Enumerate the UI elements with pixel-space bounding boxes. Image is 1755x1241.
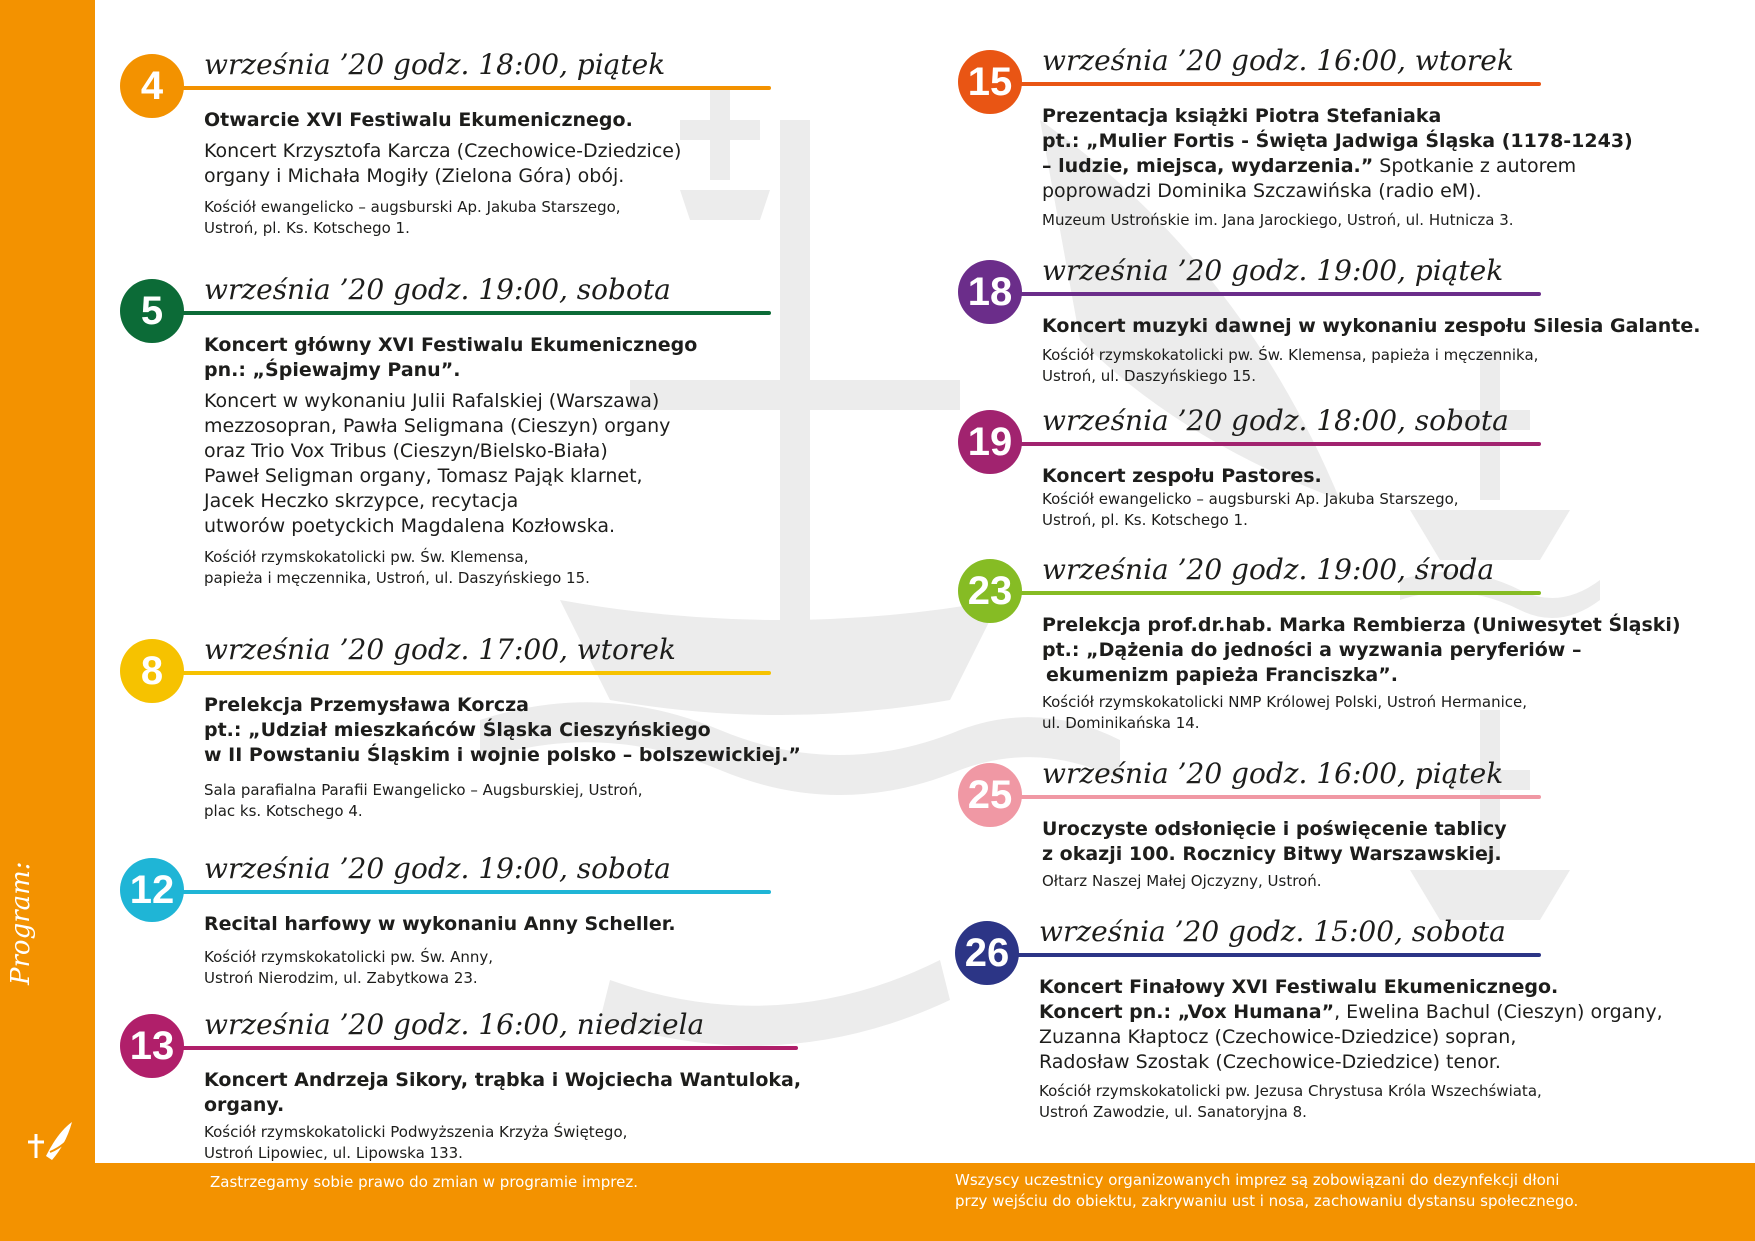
event-underline	[1014, 292, 1541, 296]
event-description-line	[1039, 1000, 1715, 1025]
sidebar-bar	[0, 0, 95, 1241]
event-location-line: Kościół rzymskokatolicki pw. Jezusa Chrystusa Króla Wszechświata,	[1039, 1082, 1542, 1100]
event-description-line	[1042, 154, 1718, 179]
event-description-line: Jacek Heczko skrzypce, recytacja	[204, 490, 519, 512]
event-description	[204, 139, 880, 189]
event-underline	[1014, 82, 1541, 86]
event-underline	[1014, 795, 1541, 799]
event-underline	[176, 86, 771, 90]
event-title	[204, 693, 880, 768]
festival-logo-icon	[18, 1112, 78, 1172]
event-25	[958, 757, 1718, 892]
event-title	[1042, 613, 1718, 688]
event-location	[1042, 210, 1718, 231]
event-description-line: Koncert Krzysztofa Karcza (Czechowice-Dziedzice)	[204, 140, 682, 162]
event-location-line: ul. Dominikańska 14.	[1042, 714, 1200, 732]
event-date: września ’20 godz. 18:00, sobota	[1042, 404, 1509, 437]
event-day-badge: 18	[958, 260, 1022, 324]
event-description	[204, 389, 880, 539]
event-location-line: Kościół rzymskokatolicki pw. Św. Anny,	[204, 948, 494, 966]
event-date: września ’20 godz. 19:00, środa	[1042, 553, 1495, 586]
event-title-line: pt.: „Mulier Fortis - Święta Jadwiga Śląska (1178-1243)	[1042, 130, 1633, 152]
event-day-badge: 5	[120, 279, 184, 343]
event-location	[1042, 489, 1718, 531]
event-description-tail: , Ewelina Bachul (Cieszyn) organy,	[1334, 1001, 1663, 1023]
event-5	[120, 273, 880, 589]
event-date: września ’20 godz. 16:00, wtorek	[1042, 44, 1514, 77]
event-location	[204, 197, 880, 239]
event-date: września ’20 godz. 19:00, sobota	[204, 852, 671, 885]
event-description	[1039, 1000, 1715, 1075]
event-description-line: Paweł Seligman organy, Tomasz Pająk klarnet,	[204, 465, 643, 487]
event-15	[958, 44, 1718, 231]
event-location-line: Muzeum Ustrońskie im. Jana Jarockiego, Ustroń, ul. Hutnicza 3.	[1042, 211, 1514, 229]
event-day-badge: 4	[120, 54, 184, 118]
event-underline	[1014, 591, 1541, 595]
event-12	[120, 852, 880, 989]
event-title: Recital harfowy w wykonaniu Anny Scheller.	[204, 913, 676, 935]
event-location	[1042, 871, 1718, 892]
event-description-line: organy i Michała Mogiły (Zielona Góra) obój.	[204, 165, 625, 187]
event-title-line: Uroczyste odsłonięcie i poświęcenie tablicy	[1042, 818, 1507, 840]
event-title	[1042, 817, 1718, 867]
event-location-line: Ustroń, pl. Ks. Kotschego 1.	[204, 219, 410, 237]
event-title: Koncert muzyki dawnej w wykonaniu zespołu Silesia Galante.	[1042, 315, 1701, 337]
event-location-line: Ołtarz Naszej Małej Ojczyzny, Ustroń.	[1042, 872, 1322, 890]
event-23	[958, 553, 1718, 734]
event-title-line: Koncert Finałowy XVI Festiwalu Ekumenicznego.	[1039, 976, 1559, 998]
event-description-line: oraz Trio Vox Tribus (Cieszyn/Bielsko-Biała)	[204, 440, 608, 462]
event-title-line: ekumenizm papieża Franciszka”.	[1046, 664, 1398, 686]
event-date: września ’20 godz. 16:00, niedziela	[204, 1008, 705, 1041]
event-date: września ’20 godz. 16:00, piątek	[1042, 757, 1504, 790]
event-location-line: Kościół rzymskokatolicki NMP Królowej Polski, Ustroń Hermanice,	[1042, 693, 1528, 711]
event-title-line: pn.: „Śpiewajmy Panu”.	[204, 359, 461, 381]
event-title-tail: Koncert pn.: „Vox Humana”	[1039, 1001, 1335, 1023]
event-date: września ’20 godz. 15:00, sobota	[1039, 915, 1506, 948]
event-day-badge: 15	[958, 50, 1022, 114]
event-location-line: Ustroń, ul. Daszyńskiego 15.	[1042, 367, 1256, 385]
event-date: września ’20 godz. 19:00, piątek	[1042, 254, 1504, 287]
event-title-line: pt.: „Dążenia do jedności a wyzwania peryferiów –	[1042, 639, 1582, 661]
event-date: września ’20 godz. 18:00, piątek	[204, 48, 666, 81]
event-location-line: Sala parafialna Parafii Ewangelicko – Augsburskiej, Ustroń,	[204, 781, 643, 799]
event-description-line: Zuzanna Kłaptocz (Czechowice-Dziedzice) sopran,	[1039, 1026, 1517, 1048]
event-location	[1042, 692, 1718, 734]
event-day-badge: 13	[120, 1014, 184, 1078]
event-description	[1042, 154, 1718, 204]
event-description-tail: Spotkanie z autorem	[1373, 155, 1577, 177]
event-description-line: Koncert w wykonaniu Julii Rafalskiej (Warszawa)	[204, 390, 660, 412]
event-day-badge: 8	[120, 639, 184, 703]
event-day-badge: 12	[120, 858, 184, 922]
event-title-line: Prelekcja Przemysława Korcza	[204, 694, 529, 716]
event-title-tail: – ludzie, miejsca, wydarzenia.”	[1042, 155, 1374, 177]
event-location	[204, 547, 880, 589]
event-location	[1039, 1081, 1715, 1123]
footer-disclaimer: Zastrzegamy sobie prawo do zmian w programie imprez.	[210, 1173, 638, 1191]
event-title-line: pt.: „Udział mieszkańców Śląska Cieszyńskiego	[204, 719, 711, 741]
event-title: Otwarcie XVI Festiwalu Ekumenicznego.	[204, 109, 633, 131]
event-title	[204, 333, 880, 383]
event-4	[120, 48, 880, 239]
event-title	[1042, 104, 1718, 154]
event-description-line: poprowadzi Dominika Szczawińska (radio eM).	[1042, 180, 1482, 202]
event-title-line: Koncert główny XVI Festiwalu Ekumenicznego	[204, 334, 698, 356]
event-underline	[1014, 442, 1541, 446]
event-title-line: Prezentacja książki Piotra Stefaniaka	[1042, 105, 1442, 127]
event-location-line: plac ks. Kotschego 4.	[204, 802, 363, 820]
event-location-line: Kościół rzymskokatolicki pw. Św. Klemensa, papieża i męczennika,	[1042, 346, 1539, 364]
event-location	[204, 947, 880, 989]
event-location-line: papieża i męczennika, Ustroń, ul. Daszyńskiego 15.	[204, 569, 590, 587]
event-title-line: w II Powstaniu Śląskim i wojnie polsko – bolszewickiej.”	[204, 744, 801, 766]
event-day-badge: 23	[958, 559, 1022, 623]
event-location-line: Kościół ewangelicko – augsburski Ap. Jakuba Starszego,	[204, 198, 621, 216]
event-location-line: Ustroń Lipowiec, ul. Lipowska 133.	[204, 1144, 463, 1162]
event-location	[204, 1122, 880, 1164]
event-title: Koncert zespołu Pastores.	[1042, 465, 1322, 487]
event-19	[958, 404, 1718, 531]
event-underline	[176, 311, 771, 315]
event-description-line: mezzosopran, Pawła Seligmana (Cieszyn) organy	[204, 415, 671, 437]
event-date: września ’20 godz. 19:00, sobota	[204, 273, 671, 306]
event-location-line: Ustroń, pl. Ks. Kotschego 1.	[1042, 511, 1248, 529]
event-underline	[176, 671, 771, 675]
event-title-line: Prelekcja prof.dr.hab. Marka Rembierza (Uniwesytet Śląski)	[1042, 614, 1681, 636]
event-title: Koncert Andrzeja Sikory, trąbka i Wojciecha Wantuloka, organy.	[204, 1069, 802, 1116]
sidebar-program-label: Program:	[6, 861, 36, 985]
event-underline	[1011, 953, 1541, 957]
event-underline	[176, 890, 771, 894]
event-18	[958, 254, 1718, 387]
event-date: września ’20 godz. 17:00, wtorek	[204, 633, 676, 666]
event-day-badge: 19	[958, 410, 1022, 474]
event-location-line: Ustroń Nierodzim, ul. Zabytkowa 23.	[204, 969, 478, 987]
event-description-line: Radosław Szostak (Czechowice-Dziedzice) tenor.	[1039, 1051, 1501, 1073]
footer-hygiene-notice	[955, 1170, 1715, 1212]
event-location-line: Kościół ewangelicko – augsburski Ap. Jakuba Starszego,	[1042, 490, 1459, 508]
footer-hygiene-line-1: Wszyscy uczestnicy organizowanych imprez są zobowiązani do dezynfekcji dłoni	[955, 1171, 1560, 1189]
event-title	[1039, 975, 1715, 1000]
event-location-line: Kościół rzymskokatolicki Podwyższenia Krzyża Świętego,	[204, 1123, 628, 1141]
footer-hygiene-line-2: przy wejściu do obiektu, zakrywaniu ust i nosa, zachowaniu dystansu społecznego.	[955, 1192, 1579, 1210]
event-title-line: z okazji 100. Rocznicy Bitwy Warszawskiej.	[1042, 843, 1502, 865]
event-description-line: utworów poetyckich Magdalena Kozłowska.	[204, 515, 615, 537]
event-day-badge: 25	[958, 763, 1022, 827]
event-underline	[176, 1046, 798, 1050]
event-location-line: Kościół rzymskokatolicki pw. Św. Klemensa,	[204, 548, 529, 566]
event-8	[120, 633, 880, 822]
event-day-badge: 26	[955, 921, 1019, 985]
event-location-line: Ustroń Zawodzie, ul. Sanatoryjna 8.	[1039, 1103, 1307, 1121]
event-26	[955, 915, 1715, 1123]
event-13	[120, 1008, 880, 1164]
event-location	[1042, 345, 1718, 387]
event-location	[204, 780, 880, 822]
